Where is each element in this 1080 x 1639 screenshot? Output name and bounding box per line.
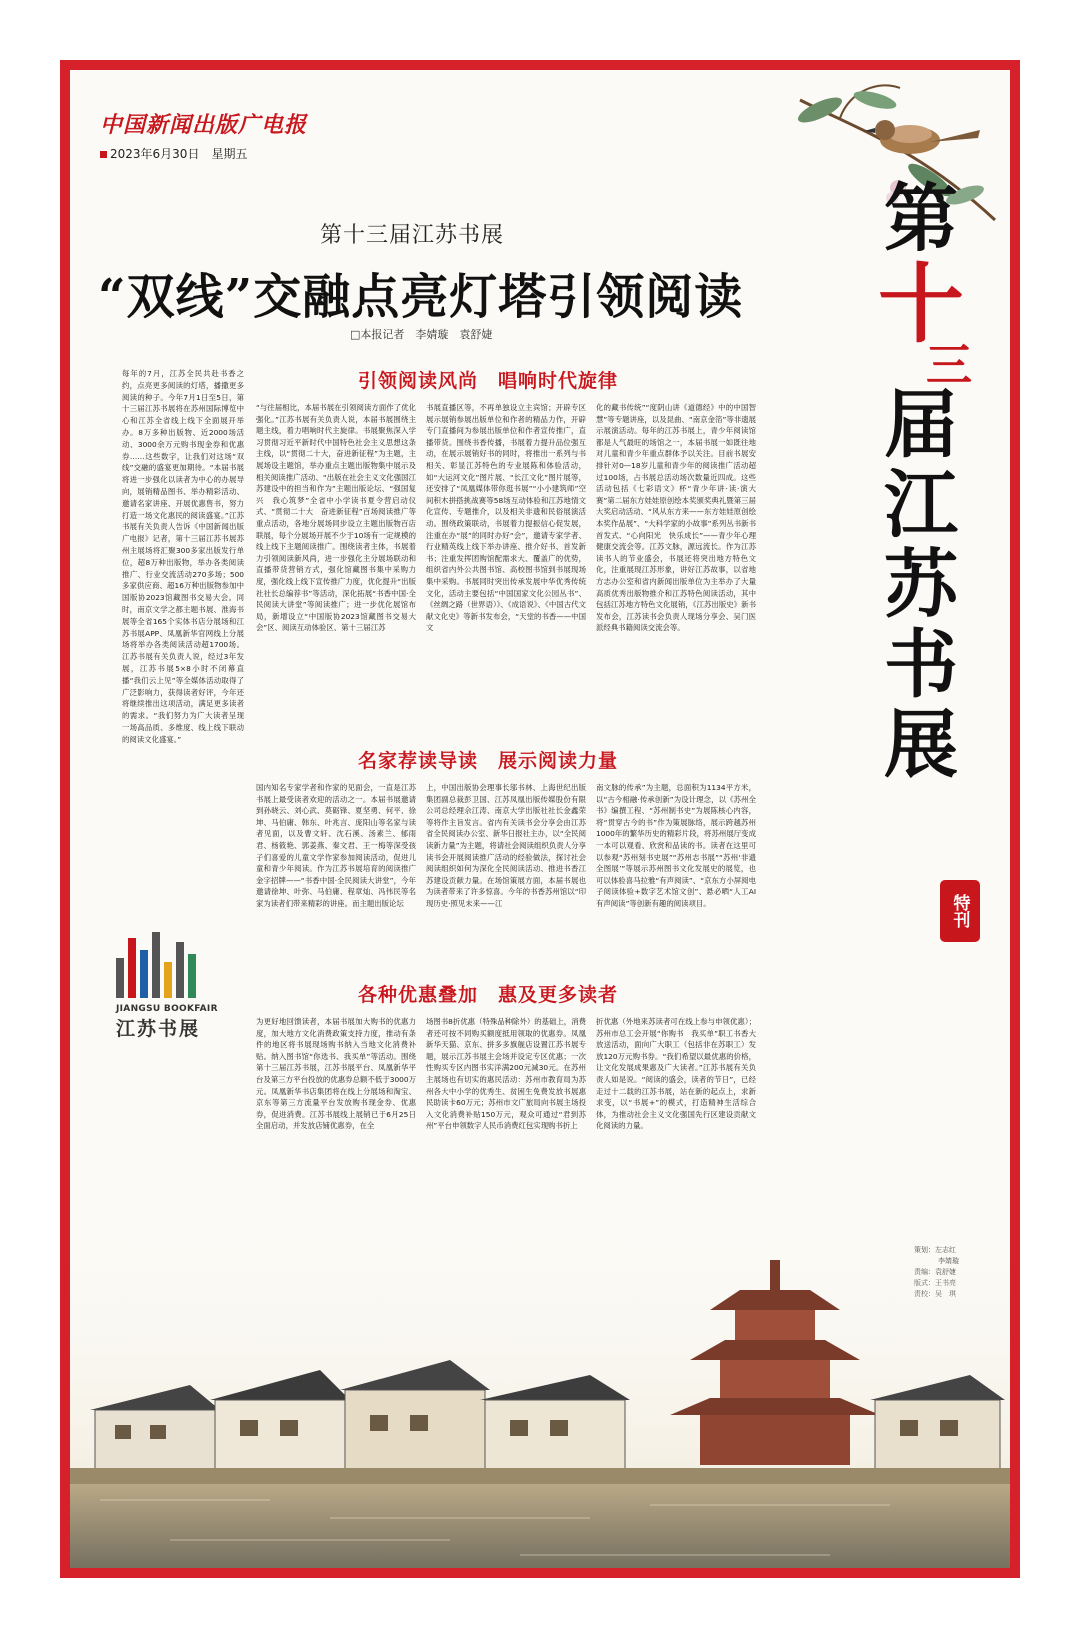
byline: □本报记者 李婧璇 袁舒婕 [350,328,493,341]
logo-chinese: 江苏书展 [116,1018,201,1040]
article-column: 为更好地回馈读者，本届书展加大购书的优惠力度，加大地方文化消费政策支持力度，推动有条件的地区将书展现场购书纳入当地文化消费补贴。纳入图书馆“你选书、我买单”等活动。围绕第十三届江苏书展，江苏书展平台、凤凰新华平台及第三方平台投放的优惠券总额不低于3000万元。凤凰新华书店集团将在线上分展场和淘宝、京东等第三方流量平台发放购书现金券、优惠券，促进消费。江苏书展线上展销已于6月25日全面启动，并发放店铺优惠券，在全 [256,1017,416,1131]
article-column: 南文脉的传承”为主题，总面积为1134平方米，以“古今相融·传承创新”为设计理念，以《苏州全书》编撰工程、“苏州制书史”为展陈核心内容，将“贯穿古今的书”作为策展脉络，展示跨越苏州1000年的繁华历史的精彩片段，将苏州展厅变成一本可以观看、欣赏和品读的书。读者在这里可以参观“苏州刻书史展”“苏州志书展”“苏州‘非遗全图展’”等展示苏州图书文化发展史的展览，也可以体验喜马拉雅“有声阅读”、“京东方小屏阅电子阅读体验+数字艺术馆文创”、悬必晒“人工AI有声阅读”等创新有趣的阅读项目。 [596,783,756,908]
article-column: 上，中国出版协会理事长邬书林、上海世纪出版集团副总裁彭卫国、江苏凤凰出版传媒股份有限公司总经理佘江涛、南京大学出版社社长金鑫荣等将作主旨发言。省内有关读书会分享会由江苏省全民阅读办公室、新华日报社主办，以“全民阅读新力量”为主题，将请社会阅读组织负责人分享读书会开展阅读推广活动的经验做法，探讨社会阅读组织如何为深化全民阅读活动、推进书香江苏建设贡献力量。在场馆策展方面，本届书展也为读者带来了许多惊喜。今年的书香苏州馆以“印现历史·照见未来——江 [426,783,586,908]
date-marker [100,151,107,158]
logo-mark-icon [116,930,226,998]
article-column: 化的藏书传统”“度阴山讲《道德经》中的中国智慧”等专题讲座，以及昆曲、“南京金箔”等非遗展示展演活动。每年的江苏书展上，青少年阅读馆都是人气最旺的场馆之一，本届书展一如既往地对儿童和青少年重点群体予以关注。目前书展安排针对0—18岁儿童和青少年的阅读推广活动超过100场，占书展总活动场次数量近四成。这些活动包括《七彩语文》杯“青少年讲·读·演大赛”第二届东方娃娃原创绘本奖颁奖典礼暨第三届大奖启动活动、“风从东方来——东方娃娃原创绘本奖作品展”、“大科学家的小故事”系列丛书新书首发式、“心向阳光 快乐成长”——青少年心理健康交流会等。江苏文脉，源远流长。作为江苏读书人的节业盛会，书展还将突出地方特色文化，注重展现江苏形象，讲好江苏故事，以省地方志办公室和省内新闻出版单位为主举办了大量高质优秀出版物推介和江苏特色阅读活动，其中包括江苏地方特色文化展销，《江苏出版史》新书发布会，江苏读书会负责人现场分享会、吴门医派经典书籍阅读交流会等。 [596,403,756,633]
article-column: “与往届相比，本届书展在引领阅读方面作了优化强化。”江苏书展有关负责人说，本届书展围绕主题主线，着力唱响时代主旋律。书展聚焦深入学习贯彻习近平新时代中国特色社会主义思想这条主线，以“贯彻二十大，奋进新征程”为主题，主展场设主题馆，举办重点主题出版物集中展示及相关阅读推广活动、“出版在社会主义文化强国江苏建设中的担当和作为”主题出版论坛、“强国复兴 我心筑梦”全省中小学读书夏令营启动仪式、“贯彻二十大 奋进新征程”百场阅读推广等重点活动，各地分展场同步设立主题出版物百店联展，每个分展场开展不少于10场有一定规模的线上线下主题阅读推广。围绕读者主体，书展着力引领阅读新风尚，进一步强化主分展场联动和直播带货营销方式，强化馆藏图书集中采购力度，强化线上线下宣传推广力度，优化提升“出版社社长总编荐书”等活动，深化拓展“书香中国·全民阅读大讲堂”等阅读推广；进一步优化展馆布局，新增设立“中国版协2023馆藏图书交易大会”区、阅读互动体验区、第十三届江苏 [256,403,416,633]
vertical-char: 展 [884,702,958,788]
logo-english: JIANGSU BOOKFAIR [116,1004,218,1014]
vertical-char: 江 [884,462,958,548]
water-town-illustration [70,1200,1010,1578]
issue-date: 2023年6月30日 [110,147,200,161]
special-issue-seal: 特刊 [940,880,980,942]
vertical-title [866,176,976,788]
dateline [100,145,307,162]
vertical-char: 十 [878,254,964,355]
vertical-char: 第 [884,176,958,262]
article-column: 场图书8折优惠（特殊品种除外）的基础上，消费者还可按不同购买额度抵用领取的优惠券。凤凰新华天猫、京东、拼多多旗舰店设置江苏书展专题，展示江苏书展主会场并设定专区优惠；一次性购买专区内图书实洋满200元减30元。在苏州主展场也有切实的惠民活动：苏州市教育局为苏州各大中小学的优秀生、贫困生免费发放书展惠民助读卡60万元；苏州市文广旅局向书展主场投入文化消费补贴150万元，观众可通过“君到苏州”平台申领数字人民币消费红包实现购书折上 [426,1017,586,1131]
issue-weekday: 星期五 [211,147,248,161]
lead-paragraph: 每年的7月，江苏全民共赴书香之约，点亮更多阅读的灯塔，播撒更多阅读的种子。今年7月1日至5日，第十三届江苏书展将在苏州国际博览中心和江苏全省线上线下全面展开举办。8万多种出版物、近2000场活动、3000余万元购书现金券和优惠券……这些数字，让我们对这场“双线”交融的盛宴更加期待。“本届书展将进一步强化以读者为中心的办展导向，展销精品图书、举办精彩活动、邀请名家讲座、开展优惠售书，努力打造一场文化惠民的阅读盛宴。”江苏书展有关负责人告诉《中国新闻出版广电报》记者，第十三届江苏书展苏州主展场将汇聚300多家出版发行单位，超8万种出版物，举办各类阅读推广、行业交流活动270多场；500多家供应商、超16万种出版物参加中国版协2023馆藏图书交易大会。同时，南京文学之都主题书展、淮海书展等全省165个实体书店分展场和江苏书展APP、凤凰新华官网线上分展场将举办各类阅读活动超1700场。江苏书展有关负责人说，经过3年发展，江苏书展5×8小时不闭幕直播“我们云上见”等全媒体活动取得了广泛影响力，获得读者好评，今年还将继续推出这项活动，满足更多读者的需求。“我们努力为广大读者呈现一场高品质、多维度、线上线下联动的阅读文化盛宴。” [122,369,244,744]
article-column: 国内知名专家学者和作家的见面会，一直是江苏书展上最受读者欢迎的活动之一。本届书展邀请到孙晓云、刘心武、莫砺锋、夏坚勇、何平、徐坤、马伯庸、韩东、叶兆言、庞阳山等名家与读者见面，以及曹文轩、沈石溪、汤素兰、郁雨君、杨筱艳、郭姜燕、秦文君、王一梅等深受孩子们喜爱的儿童文学作家参加阅读活动，促进儿童和青少年阅读。作为江苏书展培育的阅读推广金字招牌——“书香中国·全民阅读大讲堂”，今年邀请徐坤、叶弥、马伯庸、程章灿、冯伟民等名家为读者们带来精彩的讲座。而主题出版论坛 [256,783,416,908]
page-frame [60,60,1020,1578]
byline-text: 本报记者 李婧璇 袁舒婕 [360,328,493,341]
supertitle: 第十三届江苏书展 [320,223,505,248]
vertical-char: 书 [884,622,958,708]
vertical-char: 三 [926,338,972,392]
vertical-char: 苏 [884,542,958,628]
paper-name: 中国新闻出版广电报 [100,112,308,138]
vertical-char: 届 [884,382,958,468]
section-heading: 各种优惠叠加 惠及更多读者 [358,984,619,1006]
section-heading: 引领阅读风尚 唱响时代旋律 [358,370,619,392]
article-column: 书展直播区等，不再单独设立主宾馆；开辟专区展示展销参展出版单位和作者的精品力作，开辟专门直播间为参展出版单位和作者宣传推广，直播带货。围绕书香传播，书展着力提升品位强互动，在展示展销好书的同时，将推出一系列与书相关、彰显江苏特色的专业展陈和体验活动，如“大运河文化”图片展、“长江文化”图片展等，还安排了“凤凰媒体带你逛书展”“小小建筑师”空间积木拼搭挑战赛等58场互动体验和江苏地情文化宣传、专题推介，以及相关非遗和民俗展演活动。围绕政策联动，书展着力提振信心促发展，注重在办“展”的同时办好“会”，邀请专家学者、行业精英线上线下举办讲座、推介好书、首发新书；注重发挥团购馆配需求大、覆盖广的优势，组织省内外公共图书馆、高校图书馆到书展现场集中采购。书展同时突出传承发展中华优秀传统文化，活动主要包括“中国国家文化公园丛书”、《丝绸之路（世界语）》、《成语说》、《中国古代文献文化史》等新书发布会，“天堂的书香——中国文 [426,403,586,633]
page-headline: “双线”交融点亮灯塔引领阅读 [98,269,744,325]
article-column: 折优惠（外地来苏读者可在线上参与申领优惠）；苏州市总工会开展“你购书 我买单”职工书香大放送活动，面向广大职工（包括非在苏职工）发放120万元购书券。“我们希望以最优惠的价格，让文化发展成果惠及广大读者。”江苏书展有关负责人如是说。“阅读的盛会，读者的节日”，已经走过十二载的江苏书展，站在新的起点上，求新求变，以“书展+”的模式，打造精神生活综合体，为推动社会主义文化强国先行区建设贡献文化阅读的力量。 [596,1017,756,1131]
section-heading: 名家荐读导读 展示阅读力量 [358,750,619,772]
bookfair-logo [116,930,226,1041]
